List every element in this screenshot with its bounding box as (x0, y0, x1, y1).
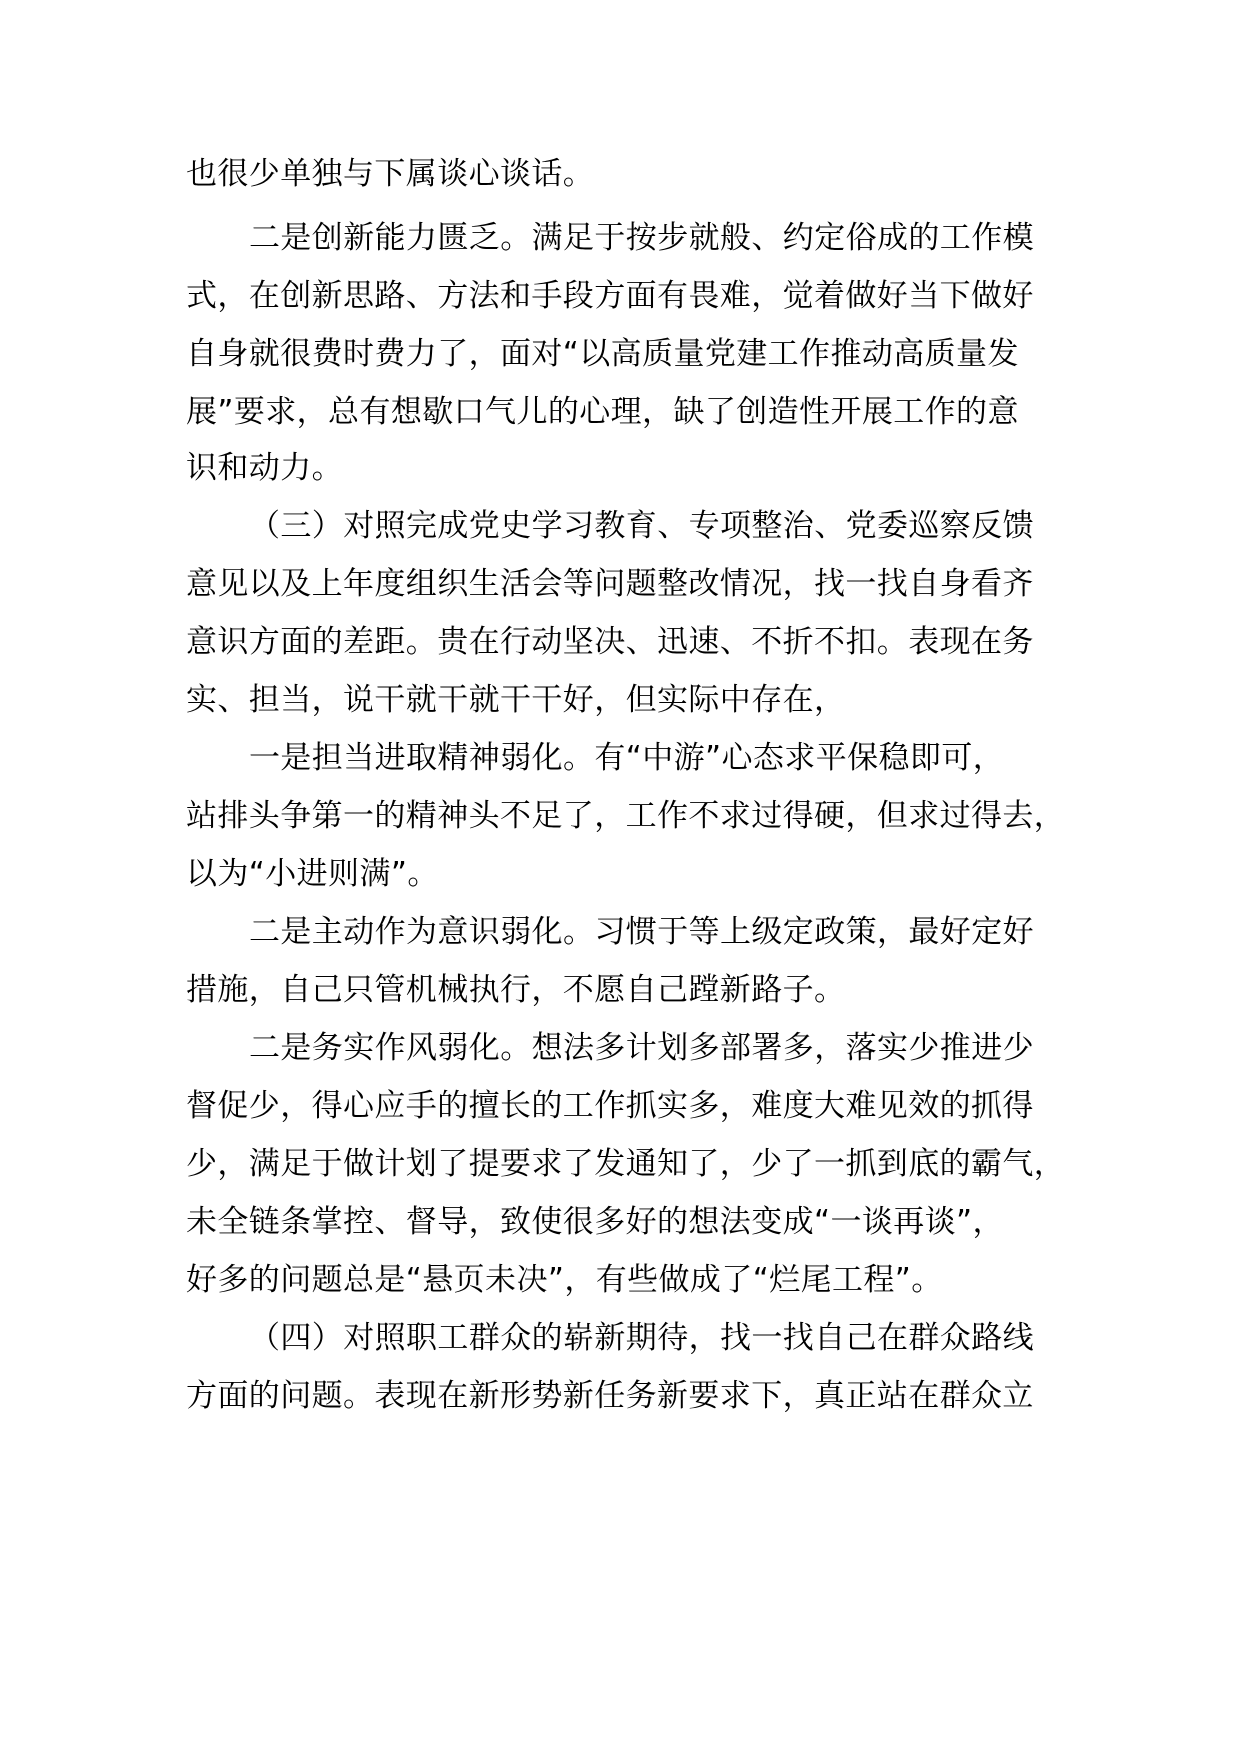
text-line-20: 好多的问题总是“悬页未决”，有些做成了“烂尾工程”。 (186, 1262, 943, 1298)
text-line-17: 督促少，得心应手的擅长的工作抓实多，难度大难见效的抓得 (186, 1088, 1034, 1124)
text-line-14: 二是主动作为意识弱化。习惯于等上级定政策，最好定好 (249, 914, 1034, 950)
text-line-1: 也很少单独与下属谈心谈话。 (186, 156, 595, 192)
text-line-13: 以为“小进则满”。 (186, 856, 439, 892)
text-line-19: 未全链条掌控、督导，致使很多好的想法变成“一谈再谈”， (186, 1204, 1004, 1240)
text-line-3: 式，在创新思路、方法和手段方面有畏难，觉着做好当下做好 (186, 278, 1034, 314)
text-line-21: （四）对照职工群众的崭新期待，找一找自己在群众路线 (249, 1320, 1034, 1356)
text-line-11: 一是担当进取精神弱化。有“中游”心态求平保稳即可， (249, 740, 1005, 776)
text-line-10: 实、担当，说干就干就干干好，但实际中存在， (186, 682, 846, 718)
text-line-12: 站排头争第一的精神头不足了，工作不求过得硬，但求过得去， (186, 798, 1066, 834)
text-line-6: 识和动力。 (186, 450, 343, 486)
text-line-7: （三）对照完成党史学习教育、专项整治、党委巡察反馈 (249, 508, 1034, 544)
text-line-15: 措施，自己只管机械执行，不愿自己蹚新路子。 (186, 972, 846, 1008)
text-line-22: 方面的问题。表现在新形势新任务新要求下，真正站在群众立 (186, 1378, 1034, 1414)
text-line-16: 二是务实作风弱化。想法多计划多部署多，落实少推进少 (249, 1030, 1034, 1066)
text-line-18: 少，满足于做计划了提要求了发通知了，少了一抓到底的霸气， (186, 1146, 1066, 1182)
text-line-4: 自身就很费时费力了，面对“以高质量党建工作推动高质量发 (186, 336, 1019, 372)
text-line-9: 意识方面的差距。贵在行动坚决、迅速、不折不扣。表现在务 (186, 624, 1034, 660)
text-line-2: 二是创新能力匮乏。满足于按步就般、约定俗成的工作模 (249, 220, 1034, 256)
text-line-8: 意见以及上年度组织生活会等问题整改情况，找一找自身看齐 (186, 566, 1034, 602)
text-line-5: 展”要求，总有想歇口气儿的心理，缺了创造性开展工作的意 (186, 394, 1019, 430)
